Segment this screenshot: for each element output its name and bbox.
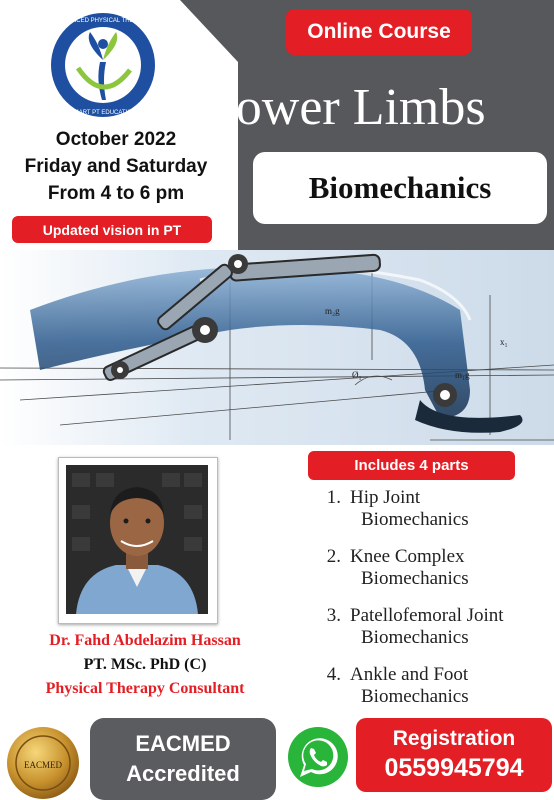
list-item: [295, 605, 554, 649]
svg-text:EACMED: EACMED: [24, 760, 62, 770]
instructor-title: Physical Therapy Consultant: [45, 680, 245, 697]
list-item: [295, 664, 554, 708]
shank-mass-label: m₁g: [455, 370, 470, 380]
angle-label: Ø₁: [352, 370, 362, 380]
svg-text:ADVANCED PHYSICAL THERAPY: ADVANCED PHYSICAL THERAPY: [56, 18, 150, 24]
part-title: Knee Complex: [350, 546, 465, 567]
registration-phone[interactable]: 0559945794: [384, 754, 524, 782]
instructor-degree: PT. MSc. PhD (C): [83, 656, 207, 673]
part-subtitle: Biomechanics: [361, 568, 469, 589]
registration-box[interactable]: [356, 718, 552, 792]
course-days: Friday and Saturday: [24, 156, 208, 177]
course-time: From 4 to 6 pm: [47, 183, 185, 204]
part-number: 2.: [326, 546, 341, 567]
part-subtitle: Biomechanics: [361, 627, 469, 648]
thigh-mass-label: m₂g: [325, 306, 340, 316]
part-subtitle: Biomechanics: [361, 509, 469, 530]
part-title: Hip Joint: [350, 487, 421, 508]
parts-heading-badge: Includes 4 parts: [308, 451, 515, 480]
course-title: Lower Limbs: [204, 79, 486, 136]
part-title: Patellofemoral Joint: [350, 605, 504, 626]
vision-badge: Updated vision in PT: [12, 216, 212, 243]
physio-figure-logo-icon: [48, 10, 158, 120]
registration-label: Registration: [392, 727, 516, 750]
accreditation-badge: [90, 718, 276, 800]
part-number: 3.: [326, 605, 341, 626]
distance-label: x₁: [500, 337, 508, 347]
part-number: 4.: [326, 664, 341, 685]
list-item: [295, 487, 554, 531]
part-number: 1.: [326, 487, 341, 508]
list-item: [295, 546, 554, 590]
part-subtitle: Biomechanics: [361, 686, 469, 707]
accreditation-status: Accredited: [126, 761, 240, 786]
eacmed-seal-icon: [6, 726, 80, 800]
instructor-name: Dr. Fahd Abdelazim Hassan: [49, 632, 241, 649]
part-title: Ankle and Foot: [350, 664, 469, 685]
instructor-portrait: [66, 465, 208, 614]
whatsapp-icon[interactable]: [286, 725, 350, 789]
online-course-badge: Online Course: [286, 9, 472, 55]
course-date: October 2022: [55, 129, 177, 150]
accreditation-name: EACMED: [135, 731, 231, 756]
leg-biomechanics-diagram: [0, 250, 554, 445]
svg-text:SMART PT EDUCATION: SMART PT EDUCATION: [69, 110, 137, 116]
course-subtitle: Biomechanics: [253, 152, 547, 224]
